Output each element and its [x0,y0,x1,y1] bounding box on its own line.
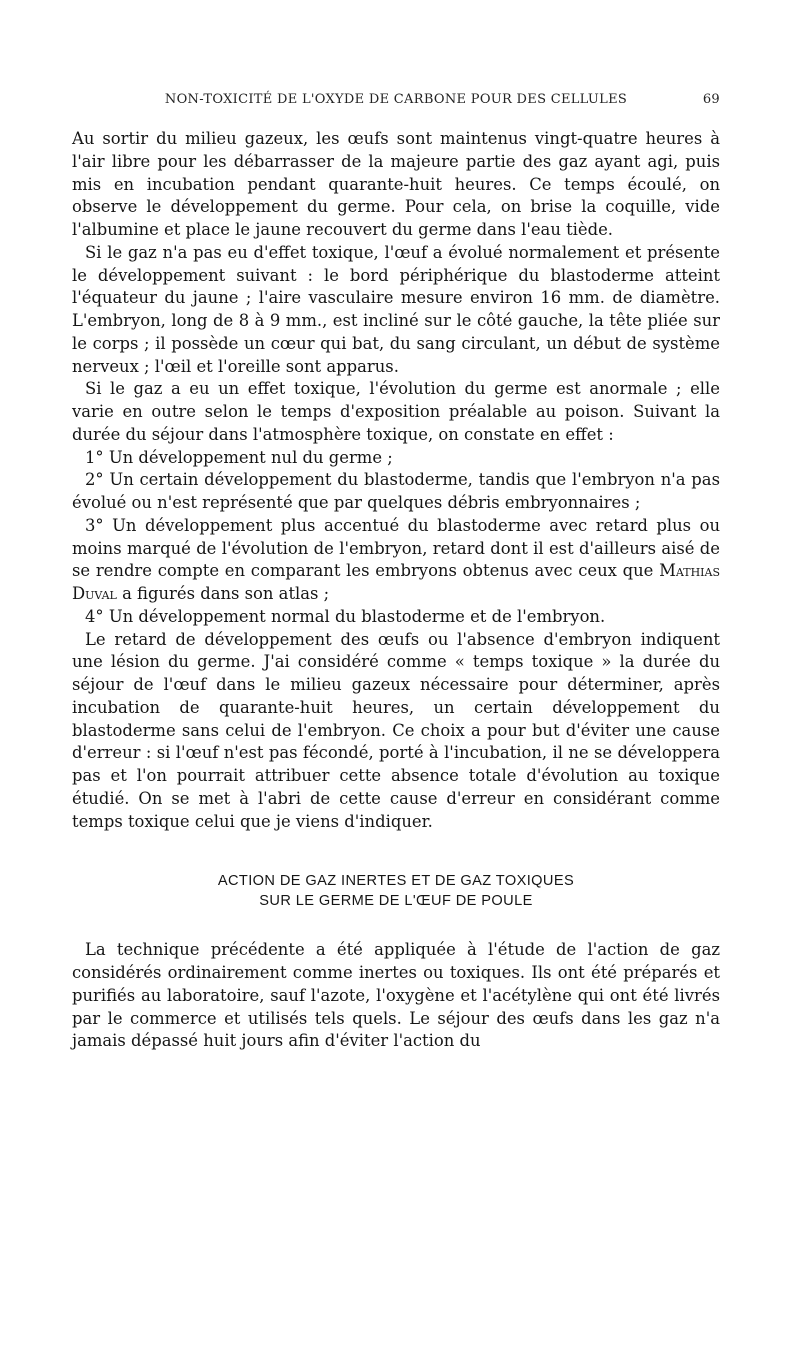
list-item-3-end: a figurés dans son atlas ; [122,584,330,603]
list-item-4: 4° Un développement normal du blastoderme et de l'embryon. [85,606,606,626]
paragraph-toxic-time: Le retard de développement des œufs ou l'absence d'embryon indiquent une lésion du germe. J'ai considéré comme « temps toxique » la durée du séjour de l'œuf dans le milieu gazeux nécessaire pour déterminer, après incubation de quarante-huit heures, un certain développement du blastoderme sans celui de l'embryon. Ce choix a pour but d'éviter une cause d'erreur : si l'œuf n'est pas fécondé, porté à l'incubation, il ne se développera pas et l'on pourrait attribuer cette absence totale d'évolution au toxique étudié. On se met à l'abri de cette cause d'erreur en considérant comme temps toxique celui que je viens d'indiquer. [72,629,720,831]
list-item-3 [72,515,720,606]
list-item-3-text: 3° Un développement plus accentué du blastoderme avec retard plus ou moins marqué de l'évolution de l'embryon, retard dont il est d'ailleurs aisé de se rendre compte en comparant les embryons obtenus avec ceux que [72,515,720,581]
body-text [72,128,720,1053]
paragraph-toxic-effect: Si le gaz a eu un effet toxique, l'évolution du germe est anormale ; elle varie en outre selon le temps d'exposition préalable au poison. Suivant la durée du séjour dans l'atmosphère toxique, on constate en effet : [72,379,720,444]
list-item-2: 2° Un certain développement du blastoderme, tandis que l'embryon n'a pas évolué ou n'est représenté que par quelques débris embryonnaires ; [72,470,720,512]
section-heading-line-2: SUR LE GERME DE L'ŒUF DE POULE [259,893,533,910]
paragraph-technique: La technique précédente a été appliquée à l'étude de l'action de gaz considérés ordinairement comme inertes ou toxiques. Ils ont été préparés et purifiés au laboratoire, sauf l'azote, l'oxygène et l'acétylène qui ont été livrés par le commerce et utilisés tels quels. Le séjour des œufs dans les gaz n'a jamais dépassé huit jours afin d'éviter l'action du [72,940,720,1051]
section-heading-line-1: ACTION DE GAZ INERTES ET DE GAZ TOXIQUES [217,873,575,890]
section-heading [72,871,720,911]
author-name: Mathias Duval [72,561,720,603]
running-head-title: NON-TOXICITÉ DE L'OXYDE DE CARBONE POUR DES CELLULES [164,92,628,107]
page-number: 69 [702,92,720,107]
list-item-1: 1° Un développement nul du germe ; [85,447,393,467]
paragraph-incubation: Au sortir du milieu gazeux, les œufs sont maintenus vingt-quatre heures à l'air libre pour les débarrasser de la majeure partie des gaz ayant agi, puis mis en incubation pendant quarante-huit heures. Ce temps écoulé, on observe le développement du germe. Pour cela, on brise la coquille, vide l'albumine et place le jaune recouvert du germe dans l'eau tiède. [72,129,720,239]
paragraph-normal-development: Si le gaz n'a pas eu d'effet toxique, l'œuf a évolué normalement et présente le développement suivant : le bord périphérique du blastoderme atteint l'équateur du jaune ; l'aire vasculaire mesure environ 16 mm. de diamètre. L'embryon, long de 8 à 9 mm., est incliné sur le côté gauche, la tête pliée sur le corps ; il possède un cœur qui bat, du sang circulant, un début de système nerveux ; l'œil et l'oreille sont apparus. [72,242,720,376]
